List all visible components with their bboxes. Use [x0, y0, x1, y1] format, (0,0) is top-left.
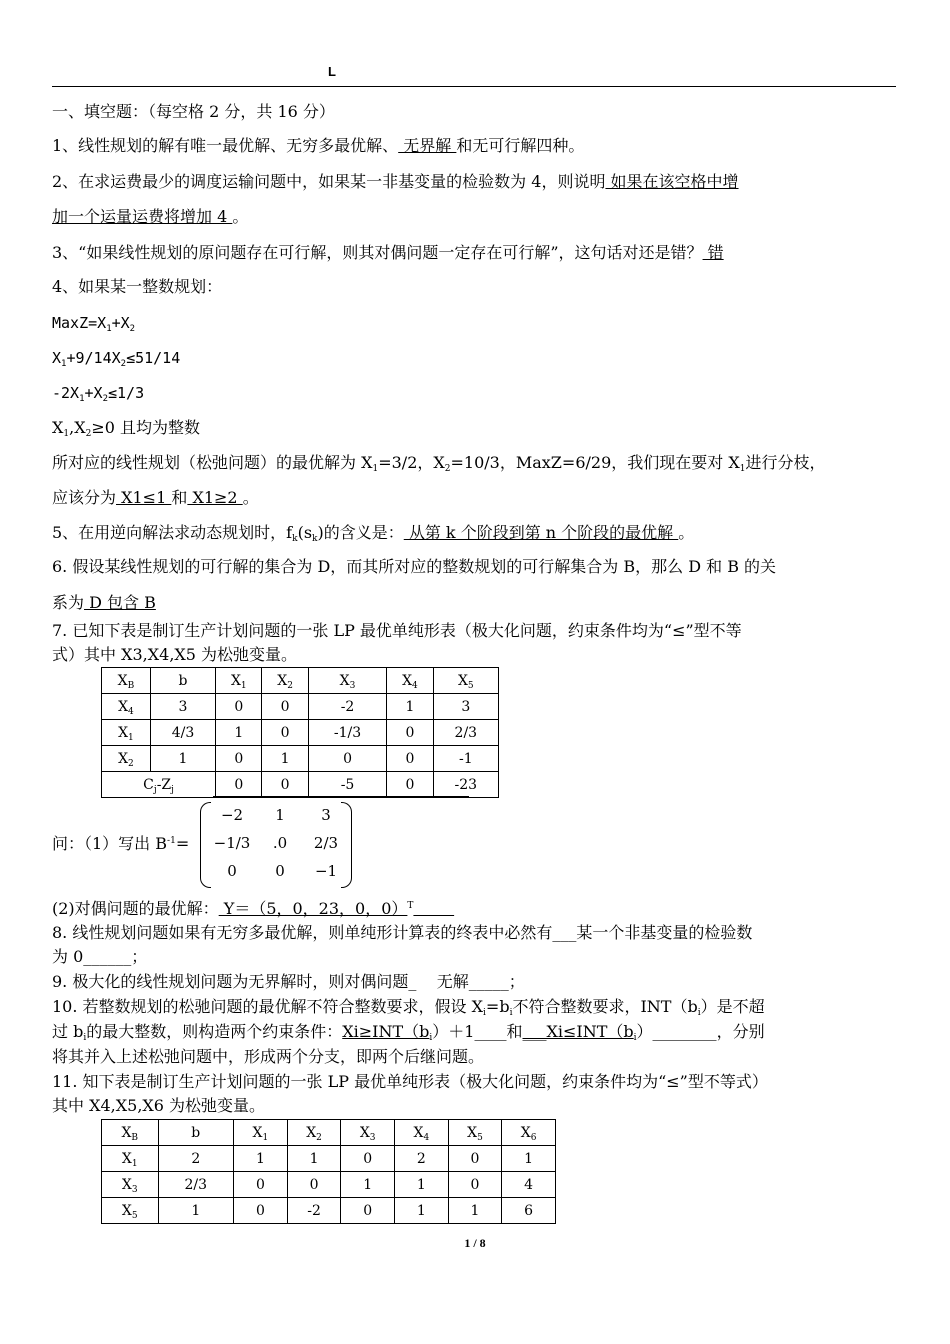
- question-9: 9. 极大化的线性规划问题为无界解时，则对偶问题_ 无解_____；: [52, 972, 525, 991]
- table-row: $X_5$ 1 0 -2 0 1 1 6: [102, 1198, 556, 1224]
- table-row: $X_2$ 1 0 1 0 0 -1: [102, 746, 499, 772]
- cz-row: $C_j-Z_j$ 0 0 -5 0 -23: [102, 772, 499, 798]
- answer-2a: 如果在该空格中增: [605, 172, 739, 191]
- q7-ask-inverse: 问：（1）写出 $B^{-1}=$: [52, 834, 190, 853]
- question-3: 3、“如果线性规划的原问题存在可行解，则其对偶问题一定存在可行解”，这句话对还是错？ 错: [52, 243, 724, 262]
- answer-10b: ___Xi≤INT（b: [522, 1022, 634, 1041]
- table-row: $X_4$ 3 0 0 -2 1 3: [102, 694, 499, 720]
- q4-constraint-2: $-2X_1+X_2\le 1/3$: [52, 384, 145, 404]
- q4-constraint-1: $X_1+9/14X_2\le 51/14$: [52, 349, 181, 369]
- inverse-matrix: −2 1 3 −1/3 .0 2/3 0 0 −1: [200, 802, 352, 888]
- simplex-table-11: [101, 1119, 556, 1224]
- question-2-line-1: 2、在求运费最少的调度运输问题中，如果某一非基变量的检验数为 4，则说明 如果在该空格中增: [52, 172, 739, 191]
- question-1: 1、线性规划的解有唯一最优解、无穷多最优解、 无界解 和无可行解四种。: [52, 136, 585, 155]
- answer-4a: X1≤1: [116, 488, 172, 507]
- table-row: $X_1$ 2 1 1 0 2 0 1: [102, 1146, 556, 1172]
- question-10-line-3: 将其并入上述松弛问题中，形成两个分支，即两个后继问题。: [52, 1047, 485, 1066]
- page-number: 1 / 8: [464, 1236, 486, 1250]
- answer-2b: 加一个运量运费将增加 4: [52, 207, 233, 226]
- q7-dual-solution: (2)对偶问题的最优解： Y＝（5，0，23，0，0）$^T$: [52, 899, 414, 918]
- question-5: 5、在用逆向解法求动态规划时，$f_k(s_k)$的含义是： 从第 k 个阶段到第 n 个阶段的最优解 。: [52, 523, 695, 544]
- question-6-line-1: 6. 假设某线性规划的可行解的集合为 D，而其所对应的整数规划的可行解集合为 B，那么 D 和 B 的关: [52, 557, 777, 576]
- section-title: 一、填空题：（每空格 2 分，共 16 分）: [52, 102, 335, 121]
- question-7-line-2: 式）其中 X3,X4,X5 为松弛变量。: [52, 645, 298, 664]
- table-row: $X_3$ 2/3 0 0 1 1 0 4: [102, 1172, 556, 1198]
- question-10-line-2: 过 $b_i$的最大整数，则构造两个约束条件：$Xi\ge INT(b_i)+1\_\_\_\_$和$\_\_\_Xi\le INT(b_i)\_\_\_\_\_\_\_\_$，分别: [52, 1022, 765, 1043]
- q4-solution: 所对应的线性规划（松弛问题）的最优解为 $X_1=3/2$，$X_2=10/3$，MaxZ=6/29，我们现在要对 $X_1$进行分枝，: [52, 453, 826, 474]
- answer-4b: X1≥2: [187, 488, 243, 507]
- answer-5: 从第 k 个阶段到第 n 个阶段的最优解: [403, 523, 679, 542]
- answer-1: 无界解: [398, 136, 457, 155]
- answer-9: _ 无解_____: [408, 972, 509, 991]
- question-8-line-2: 为 0______；: [52, 947, 148, 966]
- answer-3: 错: [702, 243, 724, 262]
- simplex-table-7: [101, 667, 499, 798]
- table-header-row: $X_B$ b $X_1$ $X_2$ $X_3$ $X_4$ $X_5$: [102, 668, 499, 694]
- question-11-line-1: 11. 知下表是制订生产计划问题的一张 LP 最优单纯形表（极大化问题，约束条件均为“≤”型不等式）: [52, 1072, 768, 1091]
- answer-6: D 包含 B: [84, 593, 156, 612]
- question-6-line-2: 系为 D 包含 B: [52, 593, 156, 612]
- q4-objective: $MaxZ=X_1+X_2$: [52, 314, 136, 334]
- question-4-title: 4、如果某一整数规划：: [52, 277, 223, 296]
- answer-10a: Xi≥INT（b: [342, 1022, 430, 1041]
- header-mark: L: [328, 64, 336, 79]
- answer-8: ___某一个非基变量的检验数: [552, 923, 753, 942]
- question-7-line-1: 7. 已知下表是制订生产计划问题的一张 LP 最优单纯形表（极大化问题，约束条件均为“≤”型不等: [52, 621, 742, 640]
- answer-7-dual: Y＝（5，0，23，0，0）: [218, 899, 408, 918]
- matrix-left-bracket: [200, 802, 211, 888]
- question-8-line-1: 8. 线性规划问题如果有无穷多最优解，则单纯形计算表的终表中必然有___某一个非基变量的检验数: [52, 923, 753, 942]
- table-header-row: $X_B$ b $X_1$ $X_2$ $X_3$ $X_4$ $X_5$ $X_6$: [102, 1120, 556, 1146]
- question-11-line-2: 其中 X4,X5,X6 为松弛变量。: [52, 1096, 266, 1115]
- table-row: $X_1$ 4/3 1 0 -1/3 0 2/3: [102, 720, 499, 746]
- q4-constraint-3: $X_1,X_2\ge 0$ 且均为整数: [52, 418, 201, 439]
- table-underline: [213, 796, 469, 797]
- question-10-line-1: 10. 若整数规划的松驰问题的最优解不符合整数要求，假设 $X_i=b_i$不符合整数要求，$INT(b_i)$是不超: [52, 997, 765, 1018]
- question-2-line-2: 加一个运量运费将增加 4 。: [52, 207, 249, 226]
- q4-branch: 应该分为 X1≤1 和 X1≥2 。: [52, 488, 259, 507]
- page-header: [52, 62, 896, 87]
